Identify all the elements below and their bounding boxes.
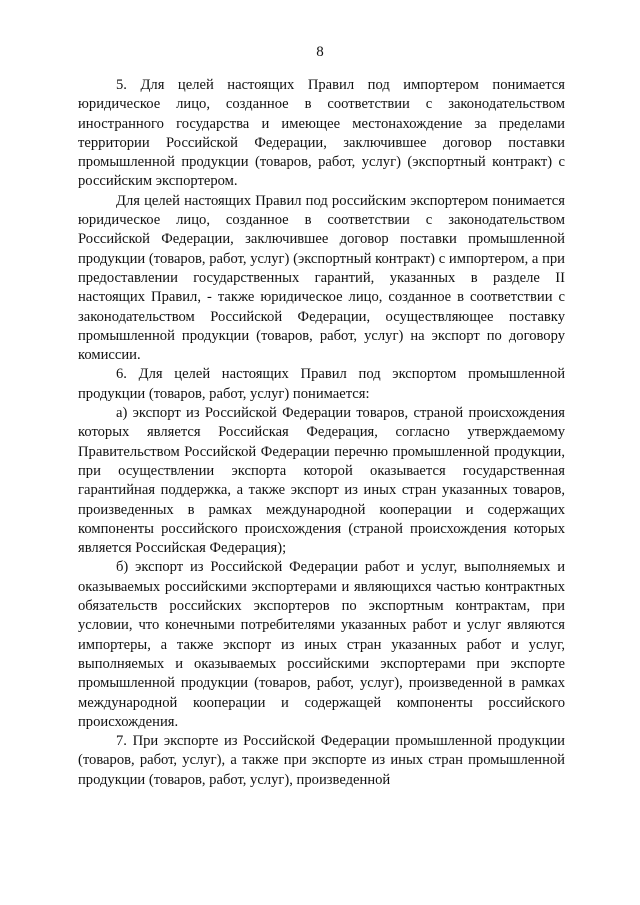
- paragraph-6b-works-services-export: б) экспорт из Российской Федерации работ и услуг, выполняемых и оказываемых российскими экспортерами и являющихся частью контрактных обязательств российских экспортеров по экспортным контрактам, при условии, что конечными потребителями указанных работ и услуг являются импортеры, а также экспорт из иных стран указанных работ и услуг, выполняемых и оказываемых российскими экспортерами при экспорте промышленной продукции (товаров, работ, услуг), произведенной в рамках международной кооперации и содержащей компоненты российского происхождения.: [78, 559, 565, 730]
- paragraph-5-importer: 5. Для целей настоящих Правил под импортером понимается юридическое лицо, созданное в соответствии с законодательством иностранного государства и имеющее местонахождение за пределами территории Российской Федерации, заключившее договор поставки промышленной продукции (товаров, работ, услуг) (экспортный контракт) с российским экспортером.: [78, 77, 565, 190]
- paragraph-7-export-conditions: 7. При экспорте из Российской Федерации промышленной продукции (товаров, работ, услуг), а также при экспорте из иных стран промышленной продукции (товаров, работ, услуг), произведенной: [78, 733, 565, 788]
- document-body: [78, 76, 565, 790]
- paragraph-russian-exporter: Для целей настоящих Правил под российским экспортером понимается юридическое лицо, созданное в соответствии с законодательством Российской Федерации, заключившее договор поставки промышленной продукции (товаров, работ, услуг) (экспортный контракт) с импортером, а при предоставлении государственных гарантий, указанных в разделе II настоящих Правил, - также юридическое лицо, созданное в соответствии с законодательством Российской Федерации, осуществляющее поставку промышленной продукции (товаров, работ, услуг) на экспорт по договору комиссии.: [78, 192, 565, 364]
- paragraph-6a-goods-export: а) экспорт из Российской Федерации товаров, страной происхождения которых является Российская Федерация, согласно утверждаемому Правительством Российской Федерации перечню промышленной продукции, при осуществлении экспорта которой оказывается государственная гарантийная поддержка, а также экспорт из иных стран указанных товаров, произведенных в рамках международной кооперации и содержащих компоненты российского происхождения (страной происхождения которых является Российская Федерация);: [78, 405, 565, 557]
- paragraph-6-export-definition: 6. Для целей настоящих Правил под экспортом промышленной продукции (товаров, работ, услуг) понимается:: [78, 366, 565, 402]
- page-number: 8: [316, 44, 324, 60]
